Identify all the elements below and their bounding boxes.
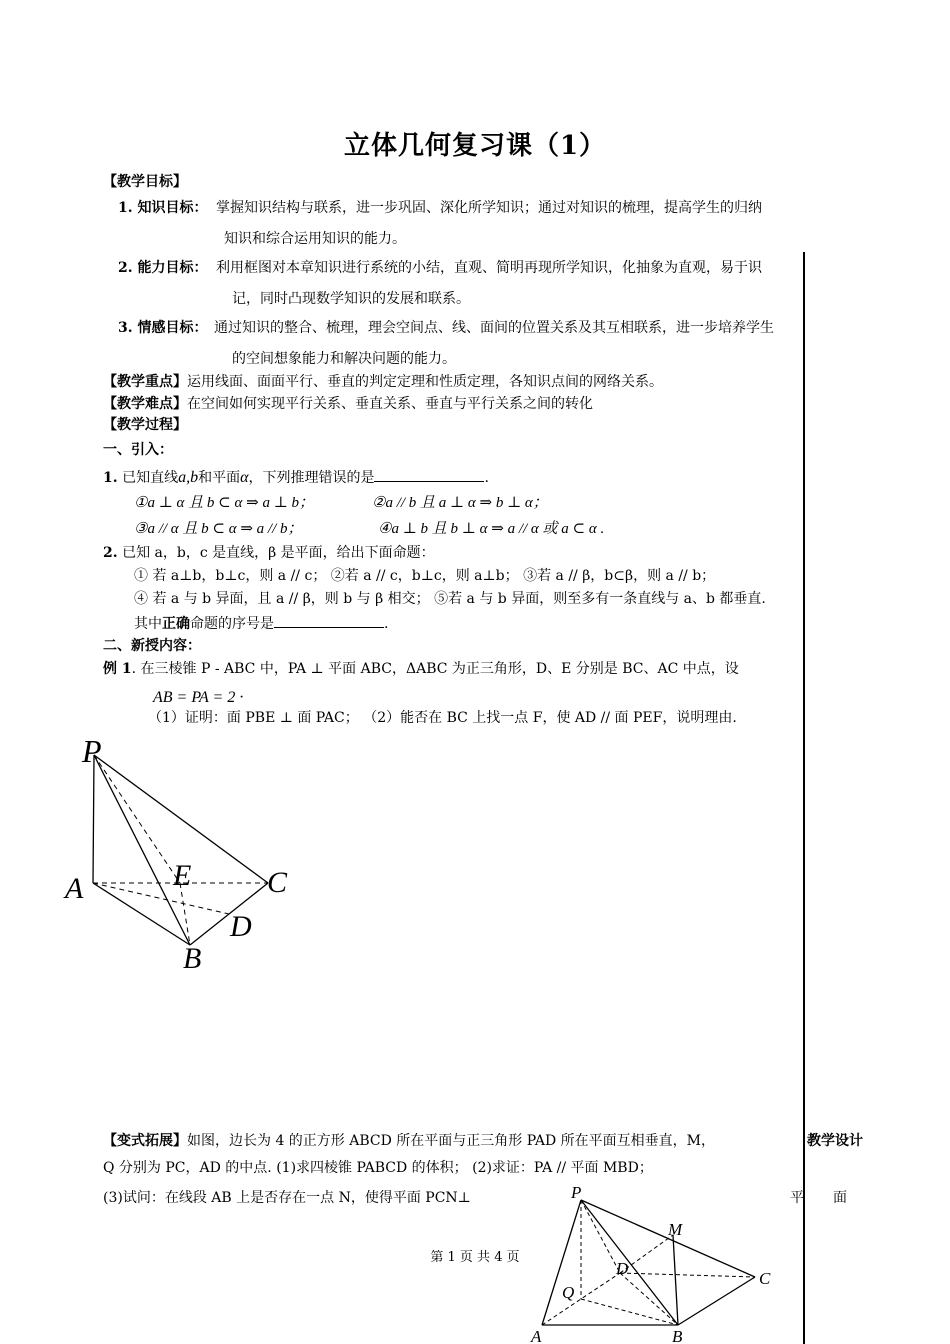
question-1 <box>103 467 489 488</box>
label-d: D <box>230 910 252 943</box>
goal-2-line-2: 记，同时凸现数学知识的发展和联系。 <box>232 291 470 307</box>
label-d: D <box>616 1259 629 1278</box>
label-e: E <box>173 859 192 892</box>
tetrahedron-figure <box>60 730 320 980</box>
question-1-lines: a,b <box>178 469 199 486</box>
goal-2-label: 2. 能力目标： <box>118 260 208 276</box>
label-m: M <box>668 1220 683 1239</box>
question-1-option-2: ②a // b 且 a ⊥ α ⇒ b ⊥ α； <box>372 495 548 511</box>
question-1-plane: α <box>240 469 249 486</box>
variant-text-1: 如图，边长为 4 的正方形 ABCD 所在平面与正三角形 PAD 所在平面互相垂直，M， <box>187 1133 716 1149</box>
edge-ab <box>93 883 190 945</box>
example-1-label: 例 1 <box>103 661 132 677</box>
goal-3-line-2: 的空间想象能力和解决问题的能力。 <box>232 351 456 367</box>
example-1-given: AB = PA = 2 · <box>153 689 244 706</box>
label-b: B <box>672 1327 683 1344</box>
goal-3-line-1: 通过知识的整合、梳理，理会空间点、线、面间的位置关系及其互相联系，进一步培养学生 <box>214 320 774 336</box>
focus-text: 运用线面、面面平行、垂直的判定定理和性质定理，各知识点间的网络关系。 <box>187 374 663 390</box>
example-1-questions: （1）证明：面 PBE ⊥ 面 PAC； （2）能否在 BC 上找一点 F，使 AD // 面 PEF，说明理由. <box>148 710 737 726</box>
process-label: 【教学过程】 <box>103 417 187 433</box>
variant-line-3-end-a: 平 <box>790 1190 804 1206</box>
question-2-answer-blank[interactable] <box>274 613 384 628</box>
edge-bc <box>678 1277 755 1325</box>
question-2-line-3 <box>134 613 388 634</box>
goal-1-line-1: 掌握知识结构与联系，进一步巩固、深化所学知识；通过对知识的梳理，提高学生的归纳 <box>216 200 762 216</box>
intro-heading: 一、引入： <box>103 442 173 458</box>
example-1-text: . 在三棱锥 P - ABC 中，PA ⊥ 平面 ABC，ΔABC 为正三角形，D、E 分别是 BC、AC 中点，设 <box>131 661 739 677</box>
variant-line-3: (3)试问：在线段 AB 上是否存在一点 N，使得平面 PCN⊥ <box>103 1190 471 1206</box>
variant-line-1 <box>103 1133 715 1151</box>
question-2-text: 已知 a，b，c 是直线，β 是平面，给出下面命题： <box>122 545 435 561</box>
label-c: C <box>267 866 288 899</box>
label-c: C <box>759 1269 771 1288</box>
page-footer: 第 1 页 共 4 页 <box>430 1250 520 1265</box>
question-2-line-2: ④ 若 a 与 b 异面，且 a // β，则 b 与 β 相交； ⑤若 a 与 b 异面，则至多有一条直线与 a、b 都垂直. <box>134 591 766 607</box>
margin-divider <box>803 252 805 1344</box>
edge-pb <box>581 1200 678 1325</box>
question-1-text-b: 和平面 <box>198 470 241 486</box>
goal-2-line-1: 利用框图对本章知识进行系统的小结，直观、简明再现所学知识，化抽象为直观，易于识 <box>216 260 762 276</box>
new-content-heading: 二、新授内容： <box>103 638 201 654</box>
label-a: A <box>531 1327 542 1344</box>
page-title: 立体几何复习课（1） <box>343 131 607 161</box>
question-2 <box>103 545 435 563</box>
question-1-option-4: ④a ⊥ b 且 b ⊥ α ⇒ a // α 或 a ⊂ α . <box>378 521 605 537</box>
goal-3-label: 3. 情感目标： <box>118 320 208 336</box>
edge-pa <box>542 1200 581 1325</box>
segment-mb <box>673 1235 678 1325</box>
variant-line-3-end-b: 面 <box>833 1190 847 1206</box>
segment-pe-hidden <box>94 755 180 883</box>
question-1-answer-blank[interactable] <box>374 467 484 482</box>
label-b: B <box>183 942 202 975</box>
teaching-design-label: 教学设计 <box>807 1133 863 1149</box>
question-1-number: 1. <box>103 470 118 486</box>
pyramid-figure <box>525 1180 795 1344</box>
question-1-option-3: ③a // α 且 b ⊂ α ⇒ a // b； <box>134 521 303 537</box>
question-2-line-3-b: 命题的序号是 <box>190 616 274 632</box>
focus-row <box>103 374 663 392</box>
goal-1-line-2: 知识和综合运用知识的能力。 <box>224 231 406 247</box>
label-p: P <box>82 733 102 769</box>
difficulty-row <box>103 396 593 414</box>
label-a: A <box>65 872 84 905</box>
edge-pb <box>94 755 190 945</box>
question-2-line-1: ① 若 a⊥b，b⊥c，则 a // c； ②若 a // c，b⊥c，则 a⊥b； ③若 a // β，b⊂β，则 a // b； <box>134 568 716 584</box>
difficulty-label: 【教学难点】 <box>103 396 187 412</box>
label-p: P <box>571 1183 582 1202</box>
question-1-option-1: ①a ⊥ α 且 b ⊂ α ⇒ a ⊥ b； <box>134 495 315 511</box>
question-2-number: 2. <box>103 545 118 561</box>
question-1-text-c: ，下列推理错误的是 <box>248 470 375 486</box>
goals-heading: 【教学目标】 <box>103 174 187 190</box>
label-q: Q <box>562 1283 575 1302</box>
variant-label: 【变式拓展】 <box>103 1133 187 1149</box>
question-1-end: . <box>484 470 489 486</box>
question-2-end: . <box>384 616 389 632</box>
focus-label: 【教学重点】 <box>103 374 187 390</box>
example-1 <box>103 661 739 679</box>
question-1-text-a: 已知直线 <box>122 470 179 486</box>
difficulty-text: 在空间如何实现平行关系、垂直关系、垂直与平行关系之间的转化 <box>187 396 593 412</box>
question-2-line-3-a: 其中 <box>134 616 162 632</box>
question-2-emphasis: 正确 <box>162 616 190 632</box>
edge-pd-hidden <box>581 1200 620 1273</box>
goal-1-label: 1. 知识目标： <box>118 200 208 216</box>
variant-line-2: Q 分别为 PC，AD 的中点. (1)求四棱锥 PABCD 的体积； (2)求证：PA // 平面 MBD； <box>103 1160 653 1176</box>
edge-pa <box>93 755 94 883</box>
